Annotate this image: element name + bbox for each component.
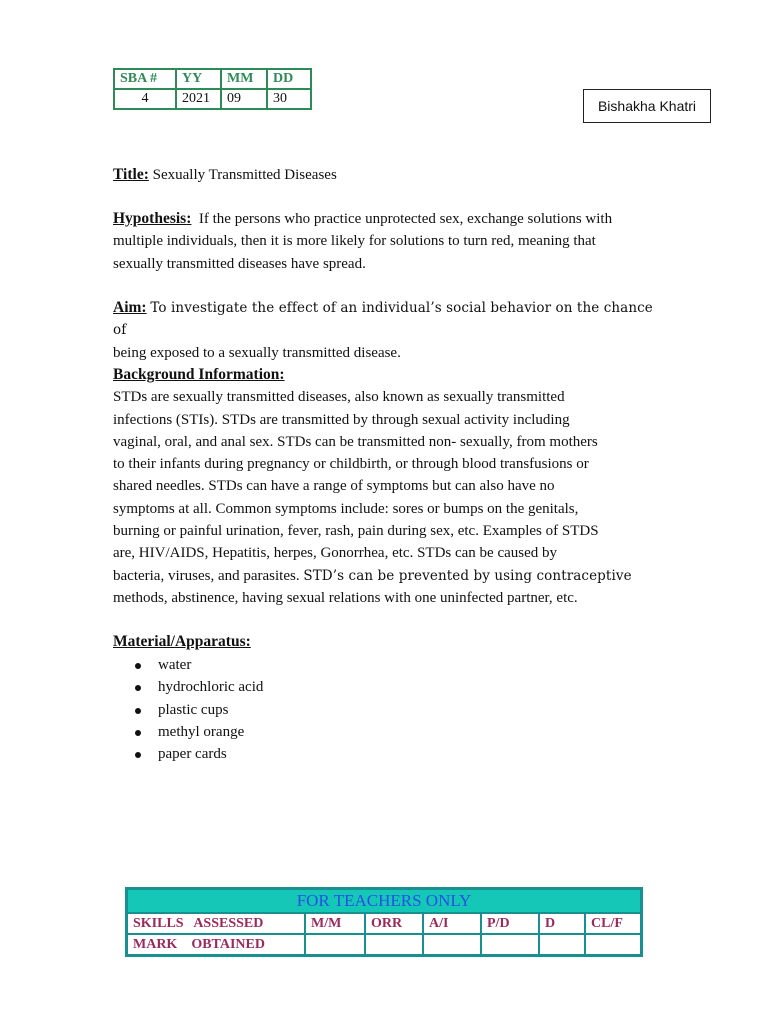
background-line-2: infections (STIs). STDs are transmitted by through sexual activity including: [113, 411, 570, 428]
bullet-icon: [135, 685, 141, 691]
hypothesis-text-3: sexually transmitted diseases have spread.: [113, 255, 366, 272]
materials-heading: [113, 631, 653, 653]
sba-value-row: [114, 89, 311, 109]
sba-header-row: [114, 69, 311, 89]
yy-header-cell: YY: [176, 69, 221, 89]
background-line-6: symptoms at all. Common symptoms include: sores or bumps on the genitals,: [113, 500, 579, 517]
background-line-5: shared needles. STDs can have a range of symptoms but can also have no: [113, 478, 555, 495]
background-line-10: methods, abstinence, having sexual relations with one uninfected partner, etc.: [113, 589, 578, 606]
aim-text-2: being exposed to a sexually transmitted disease.: [113, 344, 401, 361]
month-cell: 09: [221, 89, 267, 109]
aim-label: Aim:: [113, 299, 147, 316]
mark-cell[interactable]: [365, 934, 423, 956]
title-text: Sexually Transmitted Diseases: [152, 167, 337, 183]
list-item: [135, 699, 263, 721]
bullet-icon: [135, 663, 141, 669]
sba-table: [113, 68, 312, 110]
materials-list: [135, 654, 263, 765]
aim-text-1: To investigate the effect of an individual’s social behavior on the chance of: [113, 300, 653, 339]
hypothesis-section: [113, 208, 653, 275]
aim-section: [113, 297, 653, 364]
mark-row: [127, 934, 642, 956]
list-item: [135, 676, 263, 698]
bullet-icon: [135, 730, 141, 736]
skills-assessed-label: SKILLS ASSESSED: [127, 913, 306, 934]
teachers-banner-row: [127, 889, 642, 914]
skill-clf: CL/F: [585, 913, 642, 934]
hypothesis-text-2: multiple individuals, then it is more likely for solutions to turn red, meaning that: [113, 233, 596, 250]
background-section: [113, 364, 653, 609]
background-line-9-part-1: bacteria, viruses, and parasites.: [113, 567, 300, 584]
background-line-4: to their infants during pregnancy or childbirth, or through blood transfusions or: [113, 456, 589, 473]
day-cell: 30: [267, 89, 311, 109]
material-hydrochloric-acid: hydrochloric acid: [158, 679, 264, 696]
skill-d: D: [539, 913, 585, 934]
mark-cell[interactable]: [539, 934, 585, 956]
author-name-box: [583, 89, 711, 123]
hypothesis-label: Hypothesis: [113, 210, 187, 227]
material-water: water: [158, 657, 192, 673]
author-name: Bishakha Khatri: [597, 98, 697, 114]
background-label: Background Information:: [113, 366, 285, 383]
dd-header-cell: DD: [267, 69, 311, 89]
mark-obtained-label: MARK OBTAINED: [127, 934, 306, 956]
skills-row: [127, 913, 642, 934]
hypothesis-text-1: If the persons who practice unprotected sex, exchange solutions with: [198, 211, 613, 227]
skill-mm: M/M: [305, 913, 365, 934]
title-line: [113, 164, 653, 186]
mark-cell[interactable]: [481, 934, 539, 956]
background-line-7: burning or painful urination, fever, rash, pain during sex, etc. Examples of STDS: [113, 523, 599, 540]
background-line-9-part-2: STD’s can be prevented by using contraceptive: [303, 567, 632, 584]
sba-number-cell: 4: [114, 89, 176, 109]
list-item: [135, 721, 263, 743]
title-label: Title:: [113, 166, 149, 183]
materials-label: Material/Apparatus:: [113, 633, 251, 650]
background-line-9: [113, 565, 653, 587]
skill-pd: P/D: [481, 913, 539, 934]
background-line-1: STDs are sexually transmitted diseases, also known as sexually transmitted: [113, 389, 565, 406]
bullet-icon: [135, 708, 141, 714]
sba-header-cell: SBA #: [114, 69, 176, 89]
material-plastic-cups: plastic cups: [158, 701, 229, 718]
material-methyl-orange: methyl orange: [158, 723, 245, 740]
mark-cell[interactable]: [305, 934, 365, 956]
mark-cell[interactable]: [585, 934, 642, 956]
year-cell: 2021: [176, 89, 221, 109]
hypothesis-line-1: [113, 208, 653, 230]
skill-ai: A/I: [423, 913, 481, 934]
mark-cell[interactable]: [423, 934, 481, 956]
aim-line-1: [113, 297, 653, 342]
background-line-3: vaginal, oral, and anal sex. STDs can be transmitted non- sexually, from mothers: [113, 433, 598, 450]
hypothesis-colon: :: [186, 210, 192, 227]
list-item: [135, 743, 263, 765]
teachers-only-table: [125, 887, 643, 957]
teachers-banner: FOR TEACHERS ONLY: [127, 889, 642, 914]
list-item: [135, 654, 263, 676]
background-line-8: are, HIV/AIDS, Hepatitis, herpes, Gonorrhea, etc. STDs can be caused by: [113, 545, 558, 562]
material-paper-cards: paper cards: [158, 746, 227, 763]
bullet-icon: [135, 752, 141, 758]
skill-orr: ORR: [365, 913, 423, 934]
mm-header-cell: MM: [221, 69, 267, 89]
